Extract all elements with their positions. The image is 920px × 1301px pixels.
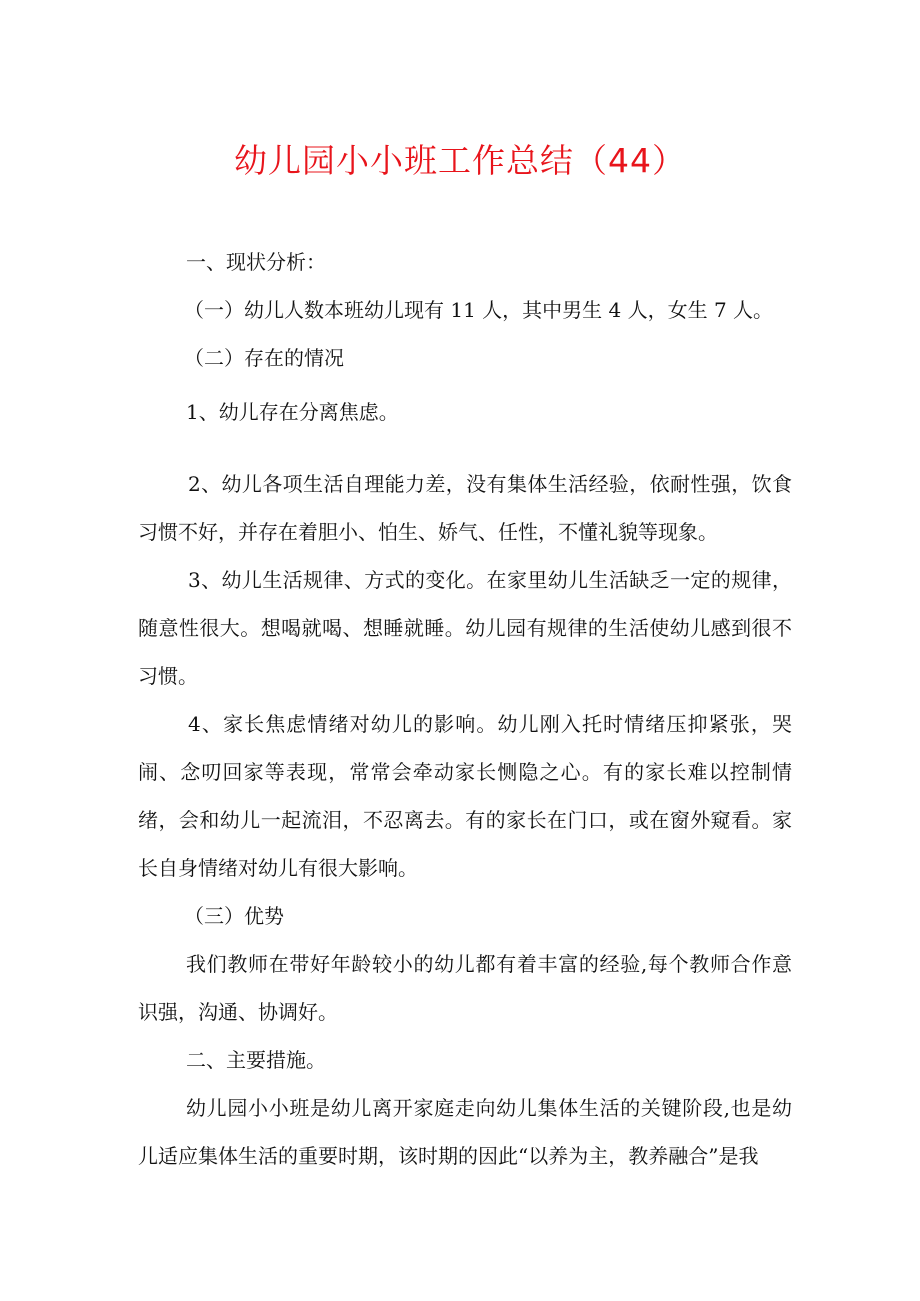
paragraph-item-1: 1、幼儿存在分离焦虑。 [186,400,399,424]
paragraph-measures-intro: 幼儿园小小班是幼儿离开家庭走向幼儿集体生活的关键阶段,也是幼儿适应集体生活的重要时期，该时期的因此“以养为主，教养融合”是我 [138,1096,792,1168]
section-heading-status-analysis: 一、现状分析： [186,250,326,274]
subheading-advantages: （三）优势 [184,904,284,928]
paragraph-item-3: 3、幼儿生活规律、方式的变化。在家里幼儿生活缺乏一定的规律，随意性很大。想喝就喝、想睡就睡。幼儿园有规律的生活使幼儿感到很不习惯。 [138,568,792,688]
paragraph-item-4: 4、家长焦虑情绪对幼儿的影响。幼儿刚入托时情绪压抑紧张，哭闹、念叨回家等表现，常常会牵动家长恻隐之心。有的家长难以控制情绪，会和幼儿一起流泪，不忍离去。有的家长在门口，或在窗外窥看。家长自身情绪对幼儿有很大影响。 [138,712,792,880]
section-heading-main-measures: 二、主要措施。 [186,1048,326,1072]
paragraph-advantages: 我们教师在带好年龄较小的幼儿都有着丰富的经验,每个教师合作意识强，沟通、协调好。 [138,952,792,1024]
document-title: 幼儿园小小班工作总结（44） [234,141,686,180]
paragraph-item-2: 2、幼儿各项生活自理能力差，没有集体生活经验，依耐性强，饮食习惯不好，并存在着胆小、怕生、娇气、任性，不懂礼貌等现象。 [138,472,792,544]
subheading-existing-situation: （二）存在的情况 [184,346,344,370]
paragraph-class-size: （一）幼儿人数本班幼儿现有 11 人，其中男生 4 人，女生 7 人。 [184,298,774,322]
